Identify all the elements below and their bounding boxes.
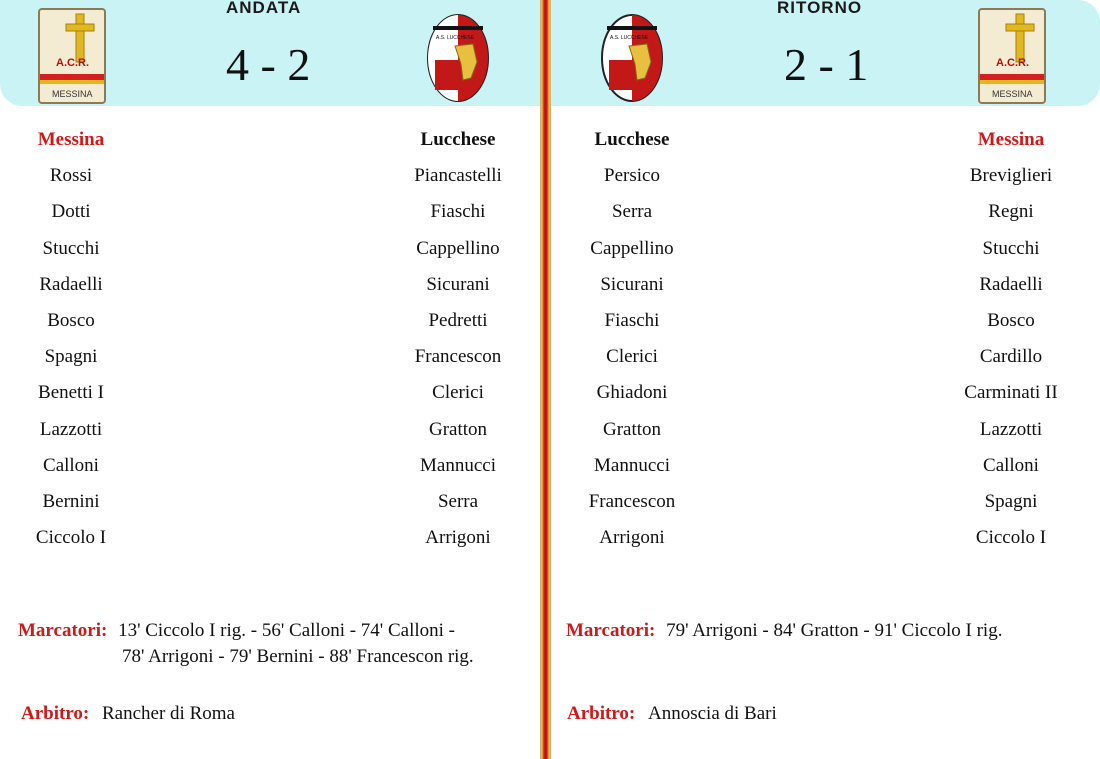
- player-name: Carminati II: [964, 382, 1058, 404]
- player-name: Bosco: [987, 309, 1035, 331]
- team-name: Messina: [977, 129, 1045, 150]
- player-name: Ciccolo I: [35, 527, 107, 549]
- ritorno-arbitro: [567, 703, 777, 725]
- player-name: Rossi: [49, 165, 93, 187]
- player-name: Calloni: [983, 454, 1039, 476]
- andata-arbitro: [21, 703, 235, 725]
- player-name: Cappellino: [416, 237, 500, 259]
- player-name: Sicurani: [600, 273, 664, 295]
- ritorno-marcatori: [566, 620, 1002, 642]
- andata-score: 4 - 2: [226, 39, 311, 90]
- ritorno-away-lineup: [921, 126, 1100, 560]
- team-name: Lucchese: [594, 129, 670, 150]
- marcatori-text: 79' Arrigoni - 84' Gratton - 91' Ciccolo I rig.: [666, 620, 1003, 641]
- player-name: Regni: [988, 201, 1034, 223]
- player-name: Gratton: [602, 418, 662, 440]
- player-name: Benetti I: [38, 382, 104, 404]
- player-name: Cardillo: [979, 346, 1043, 368]
- marcatori-label: Marcatori:: [18, 620, 108, 641]
- player-name: Bosco: [47, 309, 95, 331]
- player-name: Dotti: [51, 201, 91, 223]
- marcatori-text: 13' Ciccolo I rig. - 56' Calloni - 74' Calloni -: [118, 620, 455, 641]
- svg-text:A.C.R.: A.C.R.: [996, 57, 1029, 69]
- player-name: Calloni: [43, 454, 99, 476]
- player-name: Spagni: [44, 346, 98, 368]
- marcatori-label: Marcatori:: [566, 620, 656, 641]
- arbitro-text: Rancher di Roma: [102, 703, 235, 724]
- player-name: Gratton: [428, 418, 488, 440]
- player-name: Cappellino: [590, 237, 674, 259]
- player-name: Lazzotti: [39, 418, 103, 440]
- arbitro-label: Arbitro:: [567, 703, 636, 724]
- player-name: Mannucci: [420, 454, 496, 476]
- messina-logo: [38, 8, 106, 104]
- andata-away-lineup: [368, 126, 548, 560]
- andata-marcatori-cont: 78' Arrigoni - 79' Bernini - 88' Francescon rig.: [122, 646, 474, 667]
- player-name: Piancastelli: [414, 165, 502, 187]
- player-name: Clerici: [606, 346, 658, 368]
- player-name: Lazzotti: [979, 418, 1043, 440]
- lucchese-logo: [427, 14, 489, 102]
- svg-text:MESSINA: MESSINA: [992, 89, 1033, 99]
- svg-text:A.S. LUCCHESE: A.S. LUCCHESE: [436, 35, 475, 41]
- player-name: Stucchi: [42, 237, 100, 259]
- svg-text:MESSINA: MESSINA: [52, 89, 93, 99]
- arbitro-text: Annoscia di Bari: [648, 703, 777, 724]
- ritorno-score: 2 - 1: [784, 39, 869, 90]
- player-name: Francescon: [414, 346, 502, 368]
- player-name: Pedretti: [428, 309, 488, 331]
- player-name: Bernini: [42, 490, 100, 512]
- andata-marcatori: [18, 620, 455, 642]
- ritorno-home-lineup: [542, 126, 722, 560]
- messina-logo: [978, 8, 1046, 104]
- player-name: Mannucci: [594, 454, 670, 476]
- lucchese-logo: [601, 14, 663, 102]
- player-name: Arrigoni: [425, 527, 491, 549]
- arbitro-label: Arbitro:: [21, 703, 90, 724]
- player-name: Arrigoni: [599, 527, 665, 549]
- team-name: Lucchese: [420, 129, 496, 150]
- player-name: Persico: [604, 165, 660, 187]
- player-name: Ghiadoni: [596, 382, 668, 404]
- ritorno-label: RITORNO: [777, 0, 863, 17]
- player-name: Ciccolo I: [975, 527, 1047, 549]
- player-name: Breviglieri: [969, 165, 1053, 187]
- player-name: Sicurani: [426, 273, 490, 295]
- player-name: Francescon: [588, 490, 676, 512]
- player-name: Radaelli: [39, 273, 103, 295]
- andata-home-lineup: [0, 126, 161, 560]
- player-name: Fiaschi: [430, 201, 486, 223]
- player-name: Serra: [611, 201, 653, 223]
- svg-text:A.C.R.: A.C.R.: [56, 57, 89, 69]
- svg-text:A.S. LUCCHESE: A.S. LUCCHESE: [610, 35, 649, 41]
- player-name: Radaelli: [979, 273, 1043, 295]
- andata-label: ANDATA: [226, 0, 302, 17]
- player-name: Stucchi: [982, 237, 1040, 259]
- player-name: Spagni: [984, 490, 1038, 512]
- team-name: Messina: [37, 129, 105, 150]
- player-name: Serra: [437, 490, 479, 512]
- player-name: Clerici: [432, 382, 484, 404]
- player-name: Fiaschi: [604, 309, 660, 331]
